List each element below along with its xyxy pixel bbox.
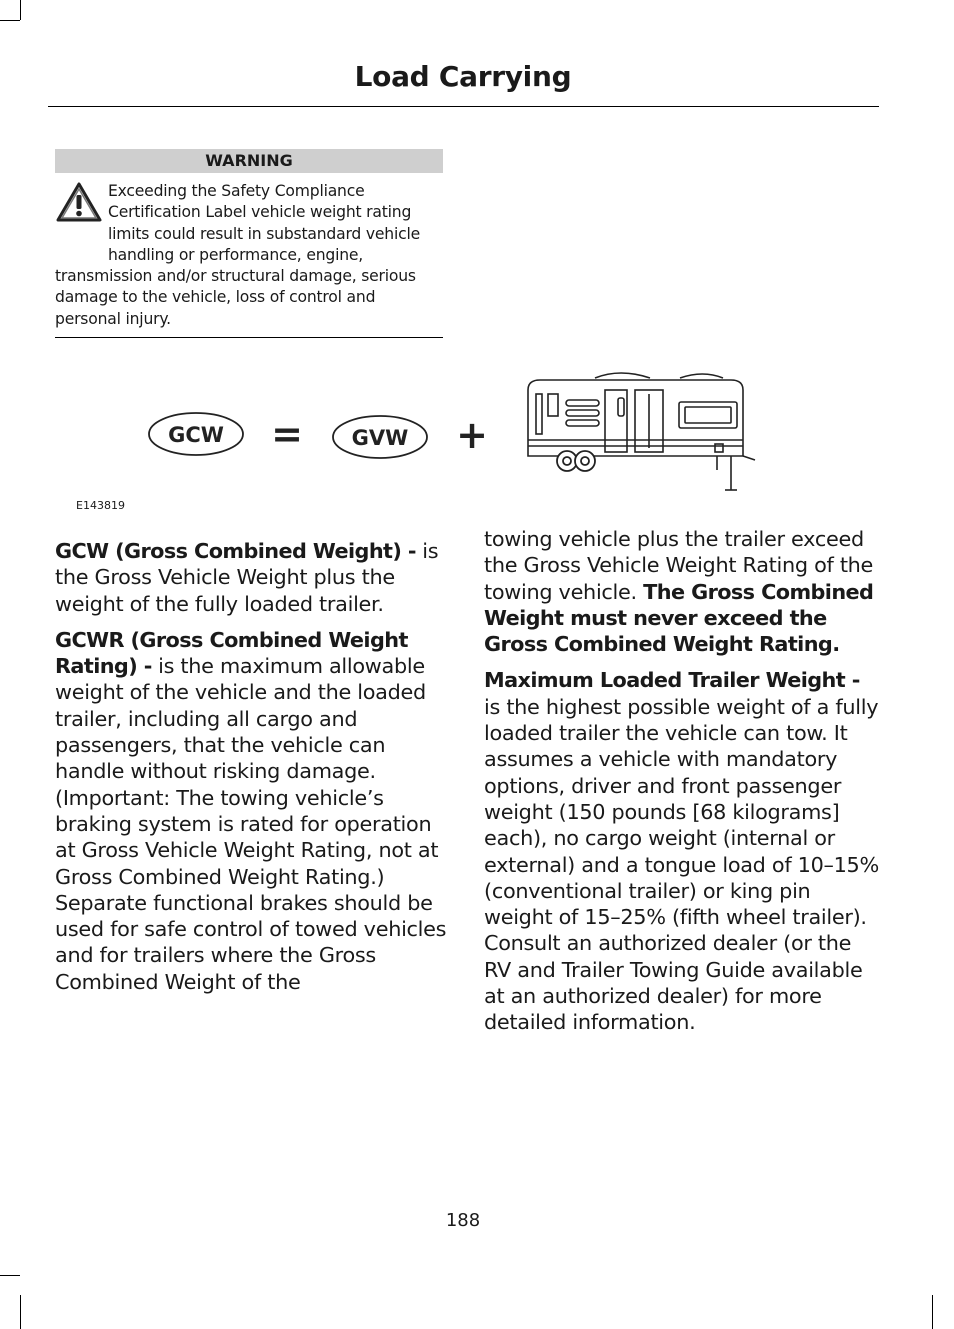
figure-id: E143819 [76, 499, 125, 512]
gcw-definition: is the Gross Vehicle Weight plus the weight of the fully loaded trailer. [55, 539, 439, 616]
gcwr-term: GCWR (Gross Combined Weight Rating) - [55, 627, 408, 679]
continued-paragraph [484, 526, 879, 657]
warning-text: Exceeding the Safety Compliance Certification Label vehicle weight rating limits could result in substandard vehicle handling or performance, engine, transmission and/or structural damage, serious damage to the vehicle, loss of control and personal injury. [55, 182, 420, 328]
gvw-label: GVW [351, 426, 409, 450]
warning-heading: WARNING [55, 149, 443, 173]
title-divider [48, 106, 879, 107]
crop-mark [0, 1275, 20, 1276]
gcw-label: GCW [168, 423, 224, 447]
gcw-term: GCW (Gross Combined Weight) - [55, 539, 416, 563]
warning-divider [55, 337, 443, 338]
warning-text-block [55, 181, 445, 330]
gcwr-paragraph [55, 627, 447, 995]
mltw-paragraph [484, 667, 879, 1035]
gcw-rule-note: The Gross Combined Weight must never exceed the Gross Combined Weight Rating. [484, 579, 874, 657]
gcw-paragraph [55, 538, 447, 617]
crop-mark [20, 1295, 21, 1329]
equals-sign: = [271, 412, 303, 456]
crop-mark [20, 0, 21, 20]
gcwr-definition: is the maximum allowable weight of the vehicle and the loaded trailer, including all cargo and passengers, that the vehicle can handle without risking damage. (Important: The towing vehicle’s braking system is rated for operation at Gross Vehicle Weight Rating, not at Gross Combined Weight Rating.) Separate functional brakes should be used for safe control of towed vehicles and for trailers where the Gross Combined Weight of the [55, 654, 447, 994]
page-number: 188 [445, 1210, 481, 1231]
right-column [484, 526, 879, 1046]
page-title: Load Carrying [354, 60, 572, 93]
mltw-definition: is the highest possible weight of a fully loaded trailer the vehicle can tow. It assumes a vehicle with mandatory options, driver and front passenger weight (150 pounds [68 kilograms] each), no cargo weight (internal or external) and a tongue load of 10–15% (conventional trailer) or king pin weight of 15–25% (fifth wheel trailer). Consult an authorized dealer (or the RV and Trailer Towing Guide available at an authorized dealer) for more detailed information. [484, 694, 879, 1035]
travel-trailer-illustration [528, 373, 755, 490]
trailer-wheels [557, 451, 595, 471]
continued-text: towing vehicle plus the trailer exceed the Gross Vehicle Weight Rating of the towing vehicle. [484, 527, 874, 604]
crop-mark [932, 1295, 933, 1329]
gcw-equation-figure [55, 360, 875, 520]
plus-sign: + [456, 413, 488, 457]
crop-mark [0, 20, 20, 21]
mltw-term: Maximum Loaded Trailer Weight - [484, 668, 860, 693]
left-column [55, 538, 447, 1005]
